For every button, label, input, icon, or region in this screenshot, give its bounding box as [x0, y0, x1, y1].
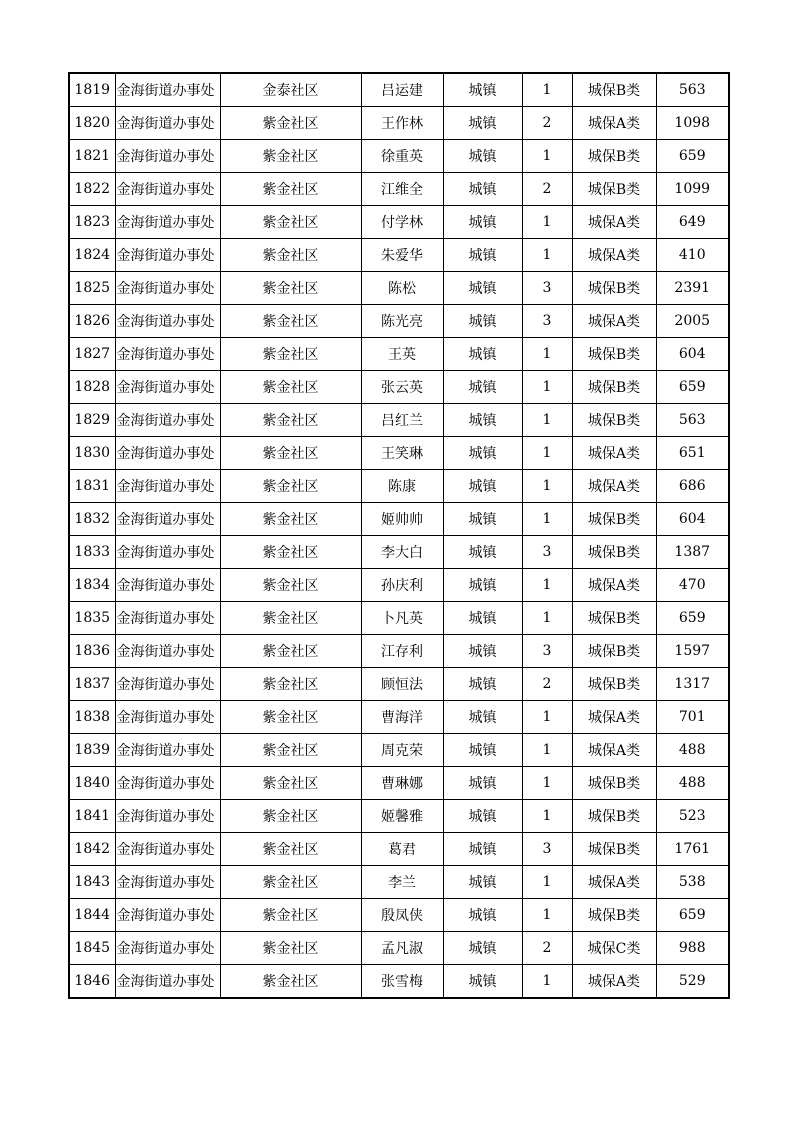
table-row	[69, 734, 729, 767]
office-cell: 金海街道办事处	[115, 140, 220, 173]
name-cell: 孟凡淑	[361, 932, 443, 965]
row-number-cell: 1846	[69, 965, 115, 999]
household-type-cell: 城镇	[443, 338, 522, 371]
category-cell: 城保A类	[572, 239, 656, 272]
community-cell: 紫金社区	[220, 437, 361, 470]
category-cell: 城保A类	[572, 206, 656, 239]
table-row	[69, 338, 729, 371]
household-type-cell: 城镇	[443, 107, 522, 140]
row-number-cell: 1841	[69, 800, 115, 833]
community-cell: 紫金社区	[220, 635, 361, 668]
office-cell: 金海街道办事处	[115, 932, 220, 965]
household-type-cell: 城镇	[443, 73, 522, 107]
persons-cell: 3	[522, 635, 572, 668]
name-cell: 吕红兰	[361, 404, 443, 437]
amount-cell: 686	[656, 470, 729, 503]
persons-cell: 3	[522, 536, 572, 569]
category-cell: 城保A类	[572, 470, 656, 503]
name-cell: 陈光亮	[361, 305, 443, 338]
row-number-cell: 1831	[69, 470, 115, 503]
row-number-cell: 1835	[69, 602, 115, 635]
persons-cell: 1	[522, 503, 572, 536]
row-number-cell: 1837	[69, 668, 115, 701]
office-cell: 金海街道办事处	[115, 899, 220, 932]
row-number-cell: 1821	[69, 140, 115, 173]
table-row	[69, 503, 729, 536]
household-type-cell: 城镇	[443, 239, 522, 272]
office-cell: 金海街道办事处	[115, 173, 220, 206]
community-cell: 紫金社区	[220, 371, 361, 404]
row-number-cell: 1827	[69, 338, 115, 371]
persons-cell: 1	[522, 701, 572, 734]
household-type-cell: 城镇	[443, 833, 522, 866]
community-cell: 紫金社区	[220, 503, 361, 536]
category-cell: 城保B类	[572, 404, 656, 437]
community-cell: 紫金社区	[220, 932, 361, 965]
persons-cell: 1	[522, 866, 572, 899]
category-cell: 城保A类	[572, 866, 656, 899]
name-cell: 曹海洋	[361, 701, 443, 734]
household-type-cell: 城镇	[443, 173, 522, 206]
amount-cell: 1761	[656, 833, 729, 866]
office-cell: 金海街道办事处	[115, 272, 220, 305]
office-cell: 金海街道办事处	[115, 536, 220, 569]
amount-cell: 1597	[656, 635, 729, 668]
household-type-cell: 城镇	[443, 470, 522, 503]
community-cell: 紫金社区	[220, 800, 361, 833]
table-row	[69, 239, 729, 272]
row-number-cell: 1834	[69, 569, 115, 602]
row-number-cell: 1828	[69, 371, 115, 404]
table-row	[69, 437, 729, 470]
community-cell: 紫金社区	[220, 866, 361, 899]
persons-cell: 1	[522, 338, 572, 371]
amount-cell: 1387	[656, 536, 729, 569]
name-cell: 张雪梅	[361, 965, 443, 999]
table-row	[69, 602, 729, 635]
category-cell: 城保B类	[572, 173, 656, 206]
amount-cell: 470	[656, 569, 729, 602]
community-cell: 紫金社区	[220, 734, 361, 767]
table-row	[69, 866, 729, 899]
table-row	[69, 635, 729, 668]
category-cell: 城保B类	[572, 833, 656, 866]
table-row	[69, 272, 729, 305]
amount-cell: 410	[656, 239, 729, 272]
name-cell: 张云英	[361, 371, 443, 404]
name-cell: 曹琳娜	[361, 767, 443, 800]
community-cell: 紫金社区	[220, 668, 361, 701]
table-row	[69, 536, 729, 569]
name-cell: 王英	[361, 338, 443, 371]
community-cell: 紫金社区	[220, 206, 361, 239]
amount-cell: 563	[656, 73, 729, 107]
amount-cell: 988	[656, 932, 729, 965]
category-cell: 城保A类	[572, 569, 656, 602]
row-number-cell: 1845	[69, 932, 115, 965]
name-cell: 江存利	[361, 635, 443, 668]
amount-cell: 1099	[656, 173, 729, 206]
community-cell: 紫金社区	[220, 536, 361, 569]
row-number-cell: 1820	[69, 107, 115, 140]
persons-cell: 1	[522, 734, 572, 767]
category-cell: 城保B类	[572, 371, 656, 404]
category-cell: 城保A类	[572, 305, 656, 338]
community-cell: 紫金社区	[220, 173, 361, 206]
household-type-cell: 城镇	[443, 866, 522, 899]
office-cell: 金海街道办事处	[115, 73, 220, 107]
persons-cell: 3	[522, 272, 572, 305]
office-cell: 金海街道办事处	[115, 668, 220, 701]
row-number-cell: 1840	[69, 767, 115, 800]
persons-cell: 1	[522, 767, 572, 800]
community-cell: 紫金社区	[220, 602, 361, 635]
community-cell: 紫金社区	[220, 767, 361, 800]
row-number-cell: 1843	[69, 866, 115, 899]
table-body	[69, 73, 729, 998]
office-cell: 金海街道办事处	[115, 503, 220, 536]
row-number-cell: 1844	[69, 899, 115, 932]
row-number-cell: 1833	[69, 536, 115, 569]
household-type-cell: 城镇	[443, 899, 522, 932]
amount-cell: 701	[656, 701, 729, 734]
persons-cell: 3	[522, 833, 572, 866]
community-cell: 紫金社区	[220, 899, 361, 932]
office-cell: 金海街道办事处	[115, 404, 220, 437]
persons-cell: 1	[522, 140, 572, 173]
amount-cell: 2391	[656, 272, 729, 305]
household-type-cell: 城镇	[443, 767, 522, 800]
amount-cell: 604	[656, 338, 729, 371]
table-row	[69, 932, 729, 965]
row-number-cell: 1836	[69, 635, 115, 668]
community-cell: 紫金社区	[220, 833, 361, 866]
household-type-cell: 城镇	[443, 503, 522, 536]
persons-cell: 1	[522, 899, 572, 932]
category-cell: 城保B类	[572, 503, 656, 536]
row-number-cell: 1824	[69, 239, 115, 272]
office-cell: 金海街道办事处	[115, 833, 220, 866]
amount-cell: 538	[656, 866, 729, 899]
office-cell: 金海街道办事处	[115, 371, 220, 404]
table-row	[69, 833, 729, 866]
persons-cell: 2	[522, 107, 572, 140]
row-number-cell: 1826	[69, 305, 115, 338]
persons-cell: 2	[522, 932, 572, 965]
persons-cell: 1	[522, 800, 572, 833]
category-cell: 城保B类	[572, 140, 656, 173]
name-cell: 付学林	[361, 206, 443, 239]
name-cell: 朱爱华	[361, 239, 443, 272]
table-row	[69, 800, 729, 833]
category-cell: 城保B类	[572, 767, 656, 800]
office-cell: 金海街道办事处	[115, 602, 220, 635]
office-cell: 金海街道办事处	[115, 305, 220, 338]
category-cell: 城保C类	[572, 932, 656, 965]
name-cell: 陈康	[361, 470, 443, 503]
row-number-cell: 1830	[69, 437, 115, 470]
row-number-cell: 1838	[69, 701, 115, 734]
category-cell: 城保B类	[572, 536, 656, 569]
name-cell: 陈松	[361, 272, 443, 305]
office-cell: 金海街道办事处	[115, 866, 220, 899]
row-number-cell: 1819	[69, 73, 115, 107]
table-row	[69, 569, 729, 602]
household-type-cell: 城镇	[443, 437, 522, 470]
name-cell: 葛君	[361, 833, 443, 866]
household-type-cell: 城镇	[443, 734, 522, 767]
name-cell: 顾恒法	[361, 668, 443, 701]
amount-cell: 604	[656, 503, 729, 536]
office-cell: 金海街道办事处	[115, 800, 220, 833]
category-cell: 城保B类	[572, 338, 656, 371]
persons-cell: 1	[522, 437, 572, 470]
category-cell: 城保A类	[572, 107, 656, 140]
community-cell: 紫金社区	[220, 965, 361, 999]
household-type-cell: 城镇	[443, 800, 522, 833]
persons-cell: 2	[522, 668, 572, 701]
amount-cell: 651	[656, 437, 729, 470]
household-type-cell: 城镇	[443, 404, 522, 437]
category-cell: 城保A类	[572, 701, 656, 734]
persons-cell: 1	[522, 206, 572, 239]
office-cell: 金海街道办事处	[115, 701, 220, 734]
persons-cell: 1	[522, 404, 572, 437]
category-cell: 城保B类	[572, 272, 656, 305]
household-type-cell: 城镇	[443, 140, 522, 173]
name-cell: 周克荣	[361, 734, 443, 767]
household-type-cell: 城镇	[443, 965, 522, 999]
name-cell: 姬馨雅	[361, 800, 443, 833]
table-row	[69, 140, 729, 173]
table-row	[69, 701, 729, 734]
table-row	[69, 371, 729, 404]
community-cell: 紫金社区	[220, 239, 361, 272]
table-row	[69, 899, 729, 932]
category-cell: 城保B类	[572, 800, 656, 833]
household-type-cell: 城镇	[443, 272, 522, 305]
amount-cell: 488	[656, 767, 729, 800]
category-cell: 城保A类	[572, 965, 656, 999]
name-cell: 殷凤侠	[361, 899, 443, 932]
name-cell: 徐重英	[361, 140, 443, 173]
assistance-table	[68, 72, 730, 999]
persons-cell: 1	[522, 470, 572, 503]
category-cell: 城保B类	[572, 73, 656, 107]
office-cell: 金海街道办事处	[115, 338, 220, 371]
row-number-cell: 1829	[69, 404, 115, 437]
household-type-cell: 城镇	[443, 932, 522, 965]
persons-cell: 1	[522, 371, 572, 404]
community-cell: 紫金社区	[220, 404, 361, 437]
household-type-cell: 城镇	[443, 635, 522, 668]
household-type-cell: 城镇	[443, 569, 522, 602]
table-row	[69, 73, 729, 107]
table-row	[69, 668, 729, 701]
community-cell: 紫金社区	[220, 305, 361, 338]
household-type-cell: 城镇	[443, 536, 522, 569]
name-cell: 吕运建	[361, 73, 443, 107]
amount-cell: 649	[656, 206, 729, 239]
amount-cell: 659	[656, 140, 729, 173]
community-cell: 紫金社区	[220, 272, 361, 305]
household-type-cell: 城镇	[443, 701, 522, 734]
name-cell: 姬帅帅	[361, 503, 443, 536]
community-cell: 紫金社区	[220, 569, 361, 602]
category-cell: 城保A类	[572, 734, 656, 767]
category-cell: 城保B类	[572, 635, 656, 668]
table-row	[69, 965, 729, 999]
category-cell: 城保B类	[572, 668, 656, 701]
name-cell: 江维全	[361, 173, 443, 206]
community-cell: 紫金社区	[220, 470, 361, 503]
row-number-cell: 1822	[69, 173, 115, 206]
community-cell: 紫金社区	[220, 140, 361, 173]
office-cell: 金海街道办事处	[115, 437, 220, 470]
persons-cell: 1	[522, 239, 572, 272]
household-type-cell: 城镇	[443, 206, 522, 239]
household-type-cell: 城镇	[443, 668, 522, 701]
persons-cell: 1	[522, 965, 572, 999]
table-row	[69, 173, 729, 206]
amount-cell: 1317	[656, 668, 729, 701]
community-cell: 金泰社区	[220, 73, 361, 107]
table-row	[69, 767, 729, 800]
amount-cell: 659	[656, 602, 729, 635]
persons-cell: 1	[522, 602, 572, 635]
office-cell: 金海街道办事处	[115, 239, 220, 272]
community-cell: 紫金社区	[220, 107, 361, 140]
community-cell: 紫金社区	[220, 338, 361, 371]
row-number-cell: 1842	[69, 833, 115, 866]
persons-cell: 3	[522, 305, 572, 338]
household-type-cell: 城镇	[443, 371, 522, 404]
table-row	[69, 404, 729, 437]
row-number-cell: 1823	[69, 206, 115, 239]
amount-cell: 1098	[656, 107, 729, 140]
office-cell: 金海街道办事处	[115, 206, 220, 239]
category-cell: 城保B类	[572, 899, 656, 932]
amount-cell: 659	[656, 371, 729, 404]
office-cell: 金海街道办事处	[115, 767, 220, 800]
office-cell: 金海街道办事处	[115, 569, 220, 602]
office-cell: 金海街道办事处	[115, 107, 220, 140]
persons-cell: 1	[522, 73, 572, 107]
office-cell: 金海街道办事处	[115, 470, 220, 503]
table-row	[69, 107, 729, 140]
row-number-cell: 1839	[69, 734, 115, 767]
name-cell: 卜凡英	[361, 602, 443, 635]
name-cell: 孙庆利	[361, 569, 443, 602]
persons-cell: 1	[522, 569, 572, 602]
amount-cell: 563	[656, 404, 729, 437]
table-row	[69, 206, 729, 239]
office-cell: 金海街道办事处	[115, 734, 220, 767]
amount-cell: 523	[656, 800, 729, 833]
name-cell: 王作林	[361, 107, 443, 140]
category-cell: 城保B类	[572, 602, 656, 635]
office-cell: 金海街道办事处	[115, 635, 220, 668]
row-number-cell: 1832	[69, 503, 115, 536]
table-row	[69, 470, 729, 503]
amount-cell: 529	[656, 965, 729, 999]
office-cell: 金海街道办事处	[115, 965, 220, 999]
amount-cell: 2005	[656, 305, 729, 338]
category-cell: 城保A类	[572, 437, 656, 470]
amount-cell: 659	[656, 899, 729, 932]
amount-cell: 488	[656, 734, 729, 767]
household-type-cell: 城镇	[443, 602, 522, 635]
name-cell: 李大白	[361, 536, 443, 569]
name-cell: 王笑琳	[361, 437, 443, 470]
persons-cell: 2	[522, 173, 572, 206]
household-type-cell: 城镇	[443, 305, 522, 338]
row-number-cell: 1825	[69, 272, 115, 305]
table-row	[69, 305, 729, 338]
name-cell: 李兰	[361, 866, 443, 899]
community-cell: 紫金社区	[220, 701, 361, 734]
